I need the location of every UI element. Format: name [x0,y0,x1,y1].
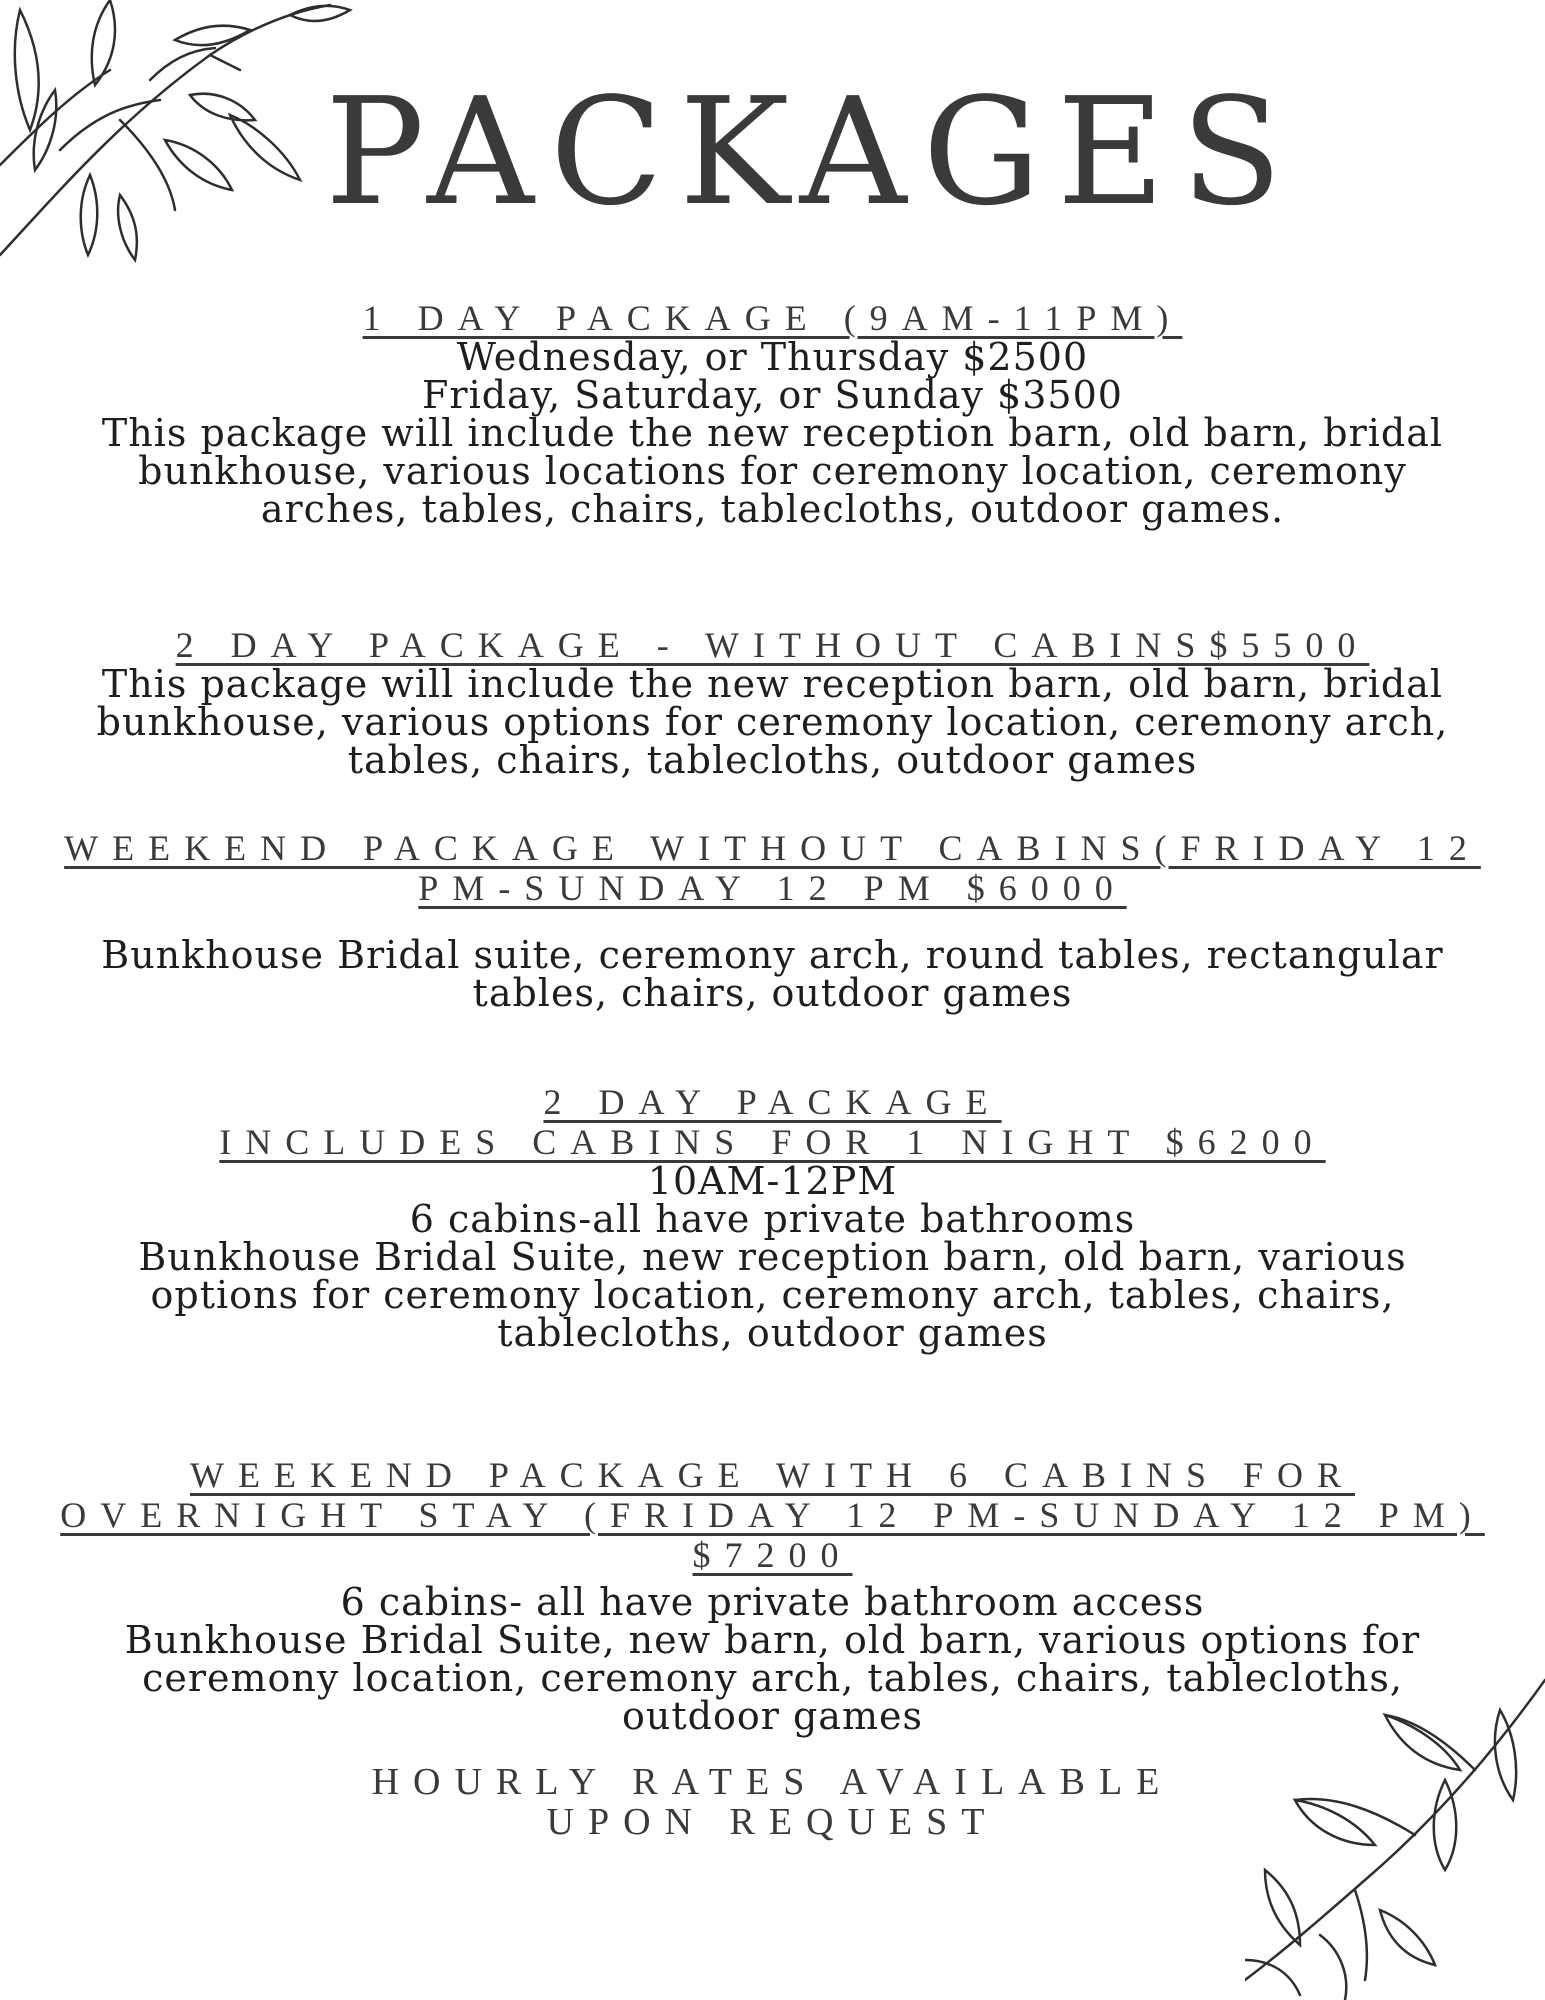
package-line: 10AM-12PM [647,1159,898,1203]
package-heading-line: WEEKEND PACKAGE WITHOUT CABINS(FRIDAY 12 [64,828,1481,868]
package-2-day-without-cabins [20,625,1525,782]
package-weekend-without-cabins [20,828,1525,1015]
package-line: outdoor games [622,1694,923,1738]
package-heading-line: WEEKEND PACKAGE WITH 6 CABINS FOR [189,1455,1356,1495]
package-heading [20,298,1525,338]
package-2-day-with-cabins [20,1082,1525,1355]
package-line: Wednesday, or Thursday $2500 [456,335,1089,379]
package-line: ceremony location, ceremony arch, tables, chairs, tablecloths, [142,1656,1403,1700]
hourly-rates-note [20,1762,1525,1842]
package-line: This package will include the new reception barn, old barn, bridal [101,662,1444,706]
package-1-day [20,298,1525,531]
package-heading-line: OVERNIGHT STAY (FRIDAY 12 PM-SUNDAY 12 PM) [60,1495,1485,1535]
package-line: tables, chairs, outdoor games [472,971,1073,1015]
package-heading-line: PM-SUNDAY 12 PM $6000 [418,868,1127,908]
package-description [20,662,1525,782]
package-line: Bunkhouse Bridal suite, ceremony arch, round tables, rectangular [101,933,1444,977]
package-line: tables, chairs, tablecloths, outdoor games [347,738,1198,782]
package-heading-line: 2 DAY PACKAGE - WITHOUT CABINS$5500 [175,625,1370,665]
package-heading-line: 2 DAY PACKAGE [543,1082,1002,1122]
package-line: tablecloths, outdoor games [497,1311,1048,1355]
package-line: options for ceremony location, ceremony arch, tables, chairs, [150,1273,1395,1317]
package-heading [20,828,1525,908]
package-description [20,1580,1525,1738]
footer-line: HOURLY RATES AVAILABLE [371,1761,1174,1803]
package-description [20,933,1525,1015]
package-heading [20,1082,1525,1162]
package-description [20,335,1525,531]
package-description [20,1159,1525,1355]
package-heading [20,625,1525,665]
package-line: 6 cabins- all have private bathroom access [340,1580,1205,1624]
package-heading-line: INCLUDES CABINS FOR 1 NIGHT $6200 [219,1122,1326,1162]
package-line: Friday, Saturday, or Sunday $3500 [422,373,1123,417]
package-line: Bunkhouse Bridal Suite, new reception barn, old barn, various [138,1235,1407,1279]
package-heading [20,1455,1525,1575]
package-line: Bunkhouse Bridal Suite, new barn, old barn, various options for [124,1618,1421,1662]
package-line: bunkhouse, various locations for ceremony location, ceremony [138,449,1407,493]
package-heading-line: 1 DAY PACKAGE (9AM-11PM) [362,298,1183,338]
footer-line: UPON REQUEST [546,1801,999,1843]
package-heading-line: $7200 [692,1535,853,1575]
package-line: This package will include the new reception barn, old barn, bridal [101,411,1444,455]
page-title: PACKAGES [325,66,1299,238]
package-line: arches, tables, chairs, tablecloths, outdoor games. [260,487,1285,531]
package-line: bunkhouse, various options for ceremony location, ceremony arch, [96,700,1449,744]
package-line: 6 cabins-all have private bathrooms [409,1197,1136,1241]
package-weekend-with-cabins [20,1455,1525,1738]
leaf-decoration-icon [0,0,360,270]
